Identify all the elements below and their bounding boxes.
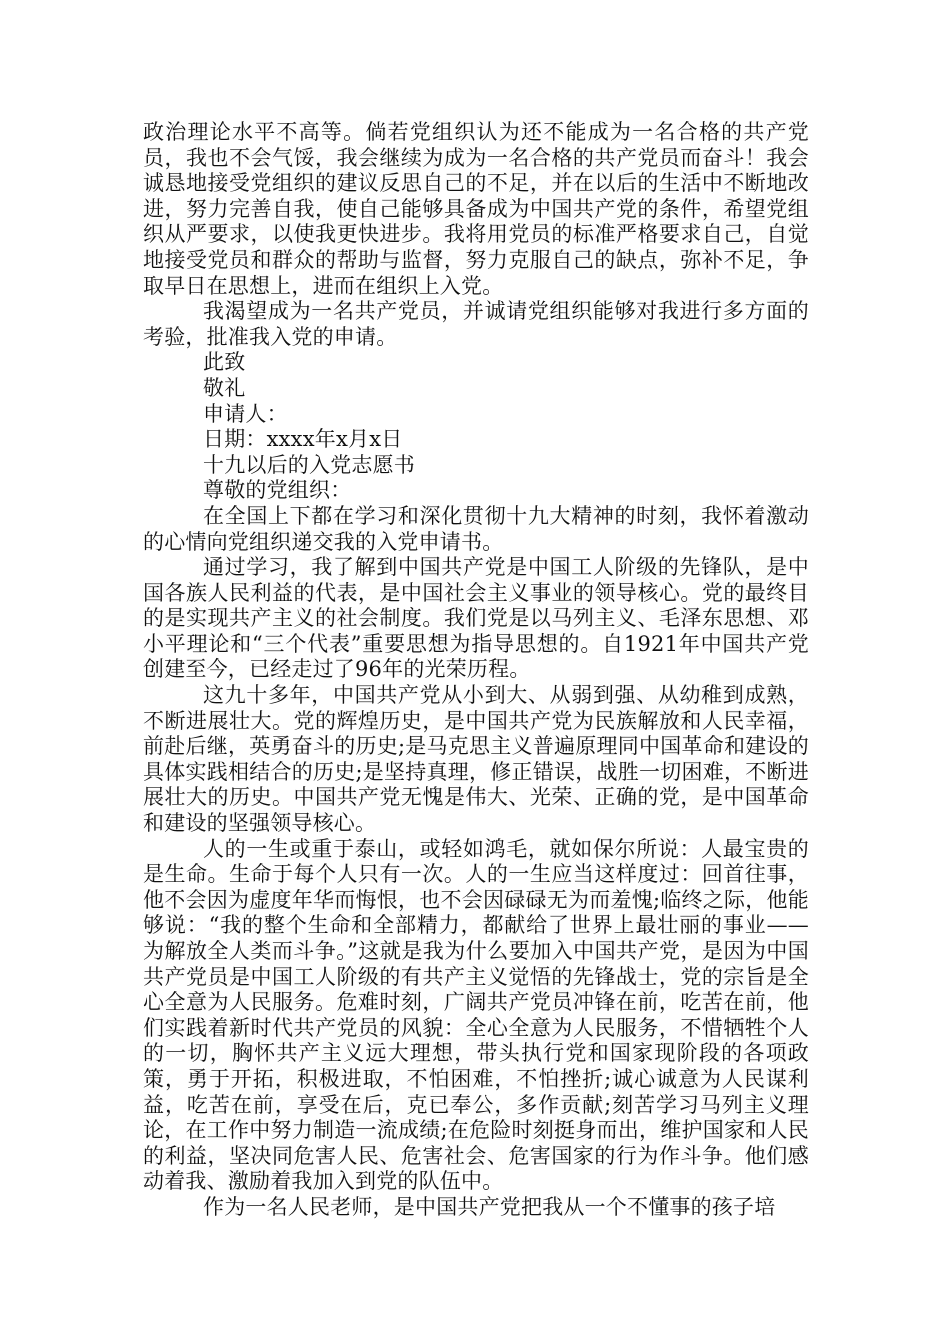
- paragraph-life-meaning: 人的一生或重于泰山，或轻如鸿毛，就如保尔所说：人最宝贵的是生命。生命于每个人只有一次。人的一生应当这样度过：回首往事，他不会因为虚度年华而悔恨，也不会因碌碌无为而羞愧;临终之际，他能够说：“我的整个生命和全部精力，都献给了世界上最壮丽的事业——为解放全人类而斗争。”这就是我为什么要加入中国共产党，是因为中国共产党员是中国工人阶级的有共产主义觉悟的先锋战士，党的宗旨是全心全意为人民服务。危难时刻，广阔共产党员冲锋在前，吃苦在前，他们实践着新时代共产党员的风貌：全心全意为人民服务，不惜牺牲个人的一切，胸怀共产主义远大理想，带头执行党和国家现阶段的各项政策，勇于开拓，积极进取，不怕困难，不怕挫折;诚心诚意为人民谋利益，吃苦在前，享受在后，克已奉公，多作贡献;刻苦学习马列主义理论，在工作中努力制造一流成绩;在危险时刻挺身而出，维护国家和人民的利益，坚决同危害人民、危害社会、危害国家的行为作斗争。他们感动着我、激励着我加入到党的队伍中。: [143, 836, 809, 1194]
- paragraph-aspiration: 我渴望成为一名共产党员，并诚请党组织能够对我进行多方面的考验，批准我入党的申请。: [143, 299, 809, 349]
- paragraph-party-nature: 通过学习，我了解到中国共产党是中国工人阶级的先锋队，是中国各族人民利益的代表，是中国社会主义事业的领导核心。党的最终目的是实现共产主义的社会制度。我们党是以马列主义、毛泽东思想、邓小平理论和“三个代表”重要思想为指导思想的。自1921年中国共产党创建至今，已经走过了96年的光荣历程。: [143, 555, 809, 682]
- greeting: 尊敬的党组织：: [203, 478, 352, 503]
- paragraph-party-history: 这九十多年，中国共产党从小到大、从弱到强、从幼稚到成熟，不断进展壮大。党的辉煌历史，是中国共产党为民族解放和人民幸福，前赴后继，英勇奋斗的历史;是马克思主义普遍原理同中国革命和建设的具体实践相结合的历史;是坚持真理，修正错误，战胜一切困难，不断进展壮大的历史。中国共产党无愧是伟大、光荣、正确的党，是中国革命和建设的坚强领导核心。: [143, 683, 809, 836]
- date-line: 日期：xxxx年x月x日: [203, 427, 403, 452]
- document-body: [143, 120, 809, 1221]
- section-title: 十九以后的入党志愿书: [203, 452, 415, 477]
- paragraph-self-critique: 政治理论水平不高等。倘若党组织认为还不能成为一名合格的共产党员，我也不会气馁，我会继续为成为一名合格的共产党员而奋斗！我会诚恳地接受党组织的建议反思自己的不足，并在以后的生活中不断地改进，努力完善自我，使自己能够具备成为中国共产党的条件，希望党组织从严要求，以使我更快进步。我将用党员的标准严格要求自己，自觉地接受党员和群众的帮助与监督，努力克服自己的缺点，弥补不足，争取早日在思想上，进而在组织上入党。: [143, 120, 809, 298]
- closing-salutation: 此致: [203, 350, 246, 375]
- paragraph-teacher: 作为一名人民老师，是中国共产党把我从一个不懂事的孩子培: [203, 1194, 776, 1219]
- closing-regards: 敬礼: [203, 375, 246, 400]
- paragraph-intro: 在全国上下都在学习和深化贯彻十九大精神的时刻，我怀着激动的心情向党组织递交我的入党申请书。: [143, 503, 809, 554]
- applicant-line: 申请人：: [203, 401, 288, 426]
